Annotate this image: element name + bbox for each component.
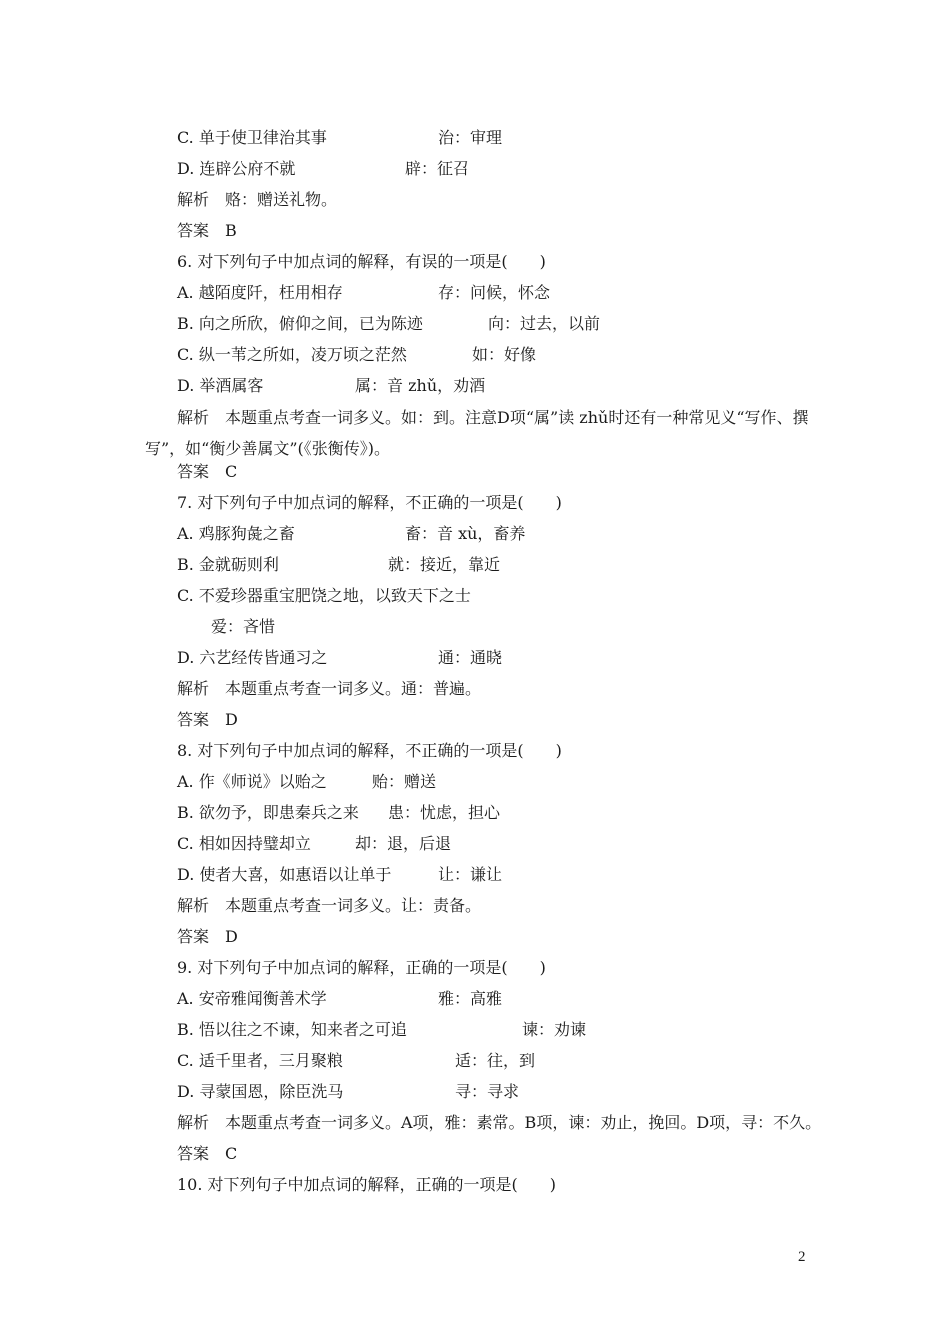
gloss-q5-d: 辟：征召 — [405, 159, 470, 178]
option-b-q8: B. 欲勿予，即患秦兵之来 — [177, 803, 359, 822]
gloss-q7-c: 爱：吝惜 — [211, 617, 276, 636]
question-9: 9. 对下列句子中加点词的解释，正确的一项是( ) — [177, 958, 546, 977]
answer-q9: 答案 C — [177, 1144, 238, 1163]
option-a-q6: A. 越陌度阡，枉用相存 — [177, 283, 343, 302]
option-a-q9: A. 安帝雅闻衡善术学 — [177, 989, 327, 1008]
question-6: 6. 对下列句子中加点词的解释，有误的一项是( ) — [177, 252, 546, 271]
gloss-q5-c: 治：审理 — [438, 128, 503, 147]
answer-q5: 答案 B — [177, 221, 237, 240]
gloss-q9-b: 谏：劝谏 — [522, 1020, 587, 1039]
option-c-q7: C. 不爱珍器重宝肥饶之地，以致天下之士 — [177, 586, 471, 605]
gloss-q6-a: 存：问候，怀念 — [438, 283, 551, 302]
answer-q6: 答案 C — [177, 462, 238, 481]
option-c-q9: C. 适千里者，三月聚粮 — [177, 1051, 343, 1070]
gloss-q6-b: 向：过去，以前 — [488, 314, 601, 333]
analysis-q9: 解析 本题重点考查一词多义。A项，雅：素常。B项，谏：劝止，挽回。D项，寻：不久。 — [177, 1113, 822, 1132]
option-b-q6: B. 向之所欣，俯仰之间，已为陈迹 — [177, 314, 423, 333]
question-8: 8. 对下列句子中加点词的解释，不正确的一项是( ) — [177, 741, 562, 760]
option-d-q8: D. 使者大喜，如惠语以让单于 — [177, 865, 392, 884]
gloss-q8-a: 贻：赠送 — [372, 772, 437, 791]
option-c-q6: C. 纵一苇之所如，凌万顷之茫然 — [177, 345, 407, 364]
gloss-q8-b: 患：忧虑，担心 — [388, 803, 501, 822]
option-a-q7: A. 鸡豚狗彘之畜 — [177, 524, 295, 543]
answer-q8: 答案 D — [177, 927, 238, 946]
analysis-q6: 解析 本题重点考查一词多义。如：到。注意D项“属”读 zhǔ时还有一种常见义“写作、撰写”，如“衡少善属文”(《张衡传》)。 — [145, 408, 809, 458]
option-c-q8: C. 相如因持璧却立 — [177, 834, 311, 853]
gloss-q7-b: 就：接近，靠近 — [388, 555, 501, 574]
gloss-q9-d: 寻：寻求 — [455, 1082, 520, 1101]
gloss-q9-a: 雅：高雅 — [438, 989, 503, 1008]
gloss-q7-a: 畜：音 xù，畜养 — [405, 524, 526, 543]
gloss-q8-d: 让：谦让 — [438, 865, 503, 884]
option-c-q5: C. 单于使卫律治其事 — [177, 128, 327, 147]
gloss-q6-c: 如：好像 — [472, 345, 537, 364]
analysis-q5: 解析 赂：赠送礼物。 — [177, 190, 338, 209]
page-number: 2 — [798, 1249, 806, 1265]
gloss-q8-c: 却：退，后退 — [355, 834, 452, 853]
analysis-q8: 解析 本题重点考查一词多义。让：责备。 — [177, 896, 482, 915]
option-d-q7: D. 六艺经传皆通习之 — [177, 648, 328, 667]
gloss-q6-d: 属：音 zhǔ，劝酒 — [355, 376, 486, 395]
gloss-q7-d: 通：通晓 — [438, 648, 503, 667]
question-10: 10. 对下列句子中加点词的解释，正确的一项是( ) — [177, 1175, 557, 1194]
gloss-q9-c: 适：往，到 — [455, 1051, 536, 1070]
answer-q7: 答案 D — [177, 710, 238, 729]
option-b-q9: B. 悟以往之不谏，知来者之可追 — [177, 1020, 407, 1039]
option-d-q6: D. 举酒属客 — [177, 376, 264, 395]
option-d-q9: D. 寻蒙国恩，除臣洗马 — [177, 1082, 344, 1101]
analysis-q7: 解析 本题重点考查一词多义。通：普遍。 — [177, 679, 482, 698]
option-a-q8: A. 作《师说》以贻之 — [177, 772, 327, 791]
option-d-q5: D. 连辟公府不就 — [177, 159, 296, 178]
option-b-q7: B. 金就砺则利 — [177, 555, 279, 574]
question-7: 7. 对下列句子中加点词的解释，不正确的一项是( ) — [177, 493, 562, 512]
